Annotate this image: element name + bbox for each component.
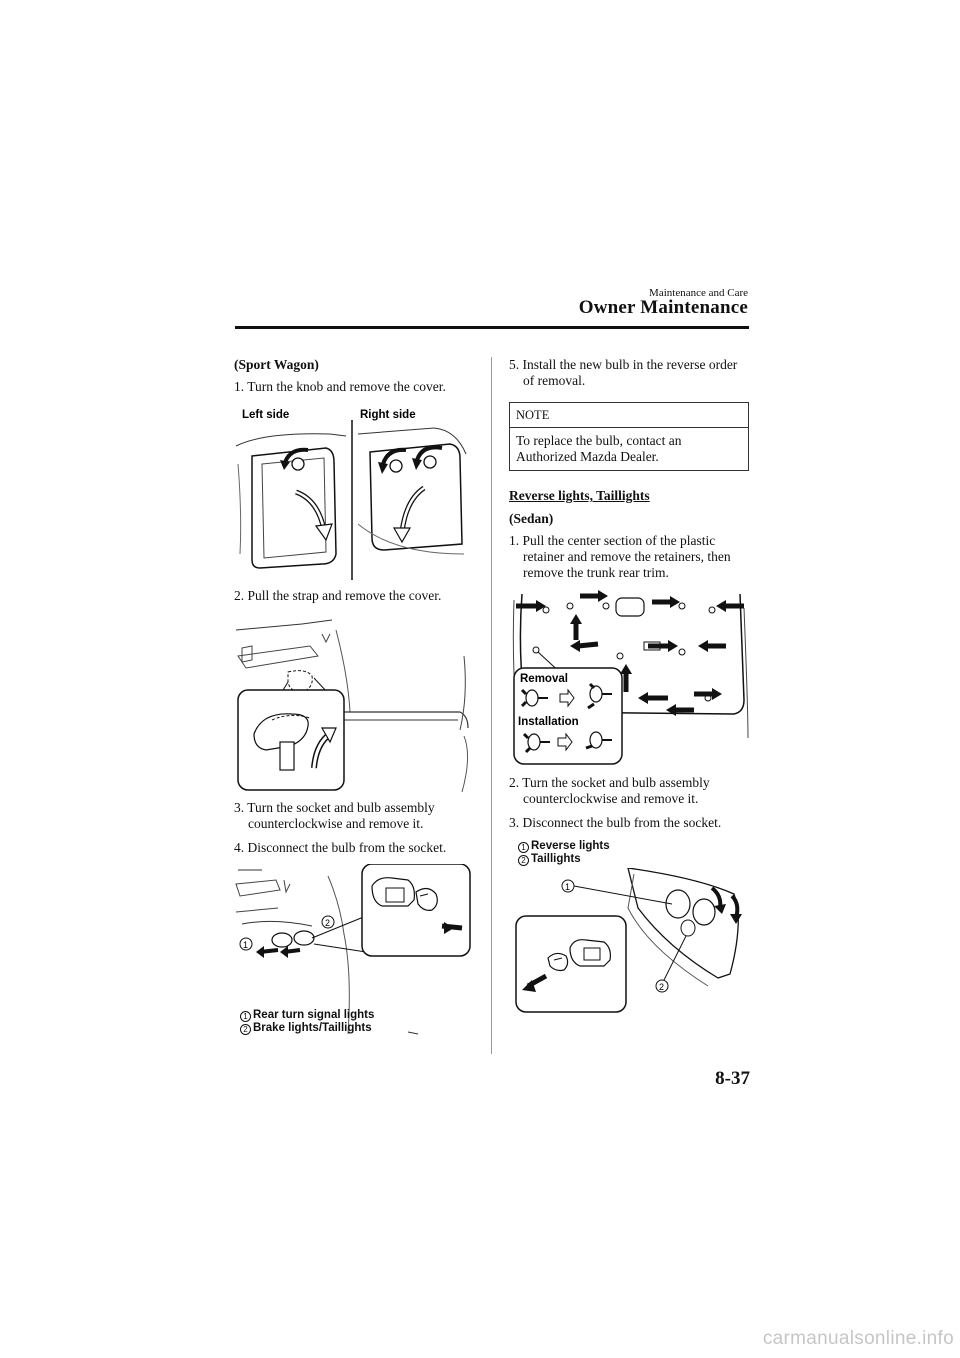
left-step-3: 3. Turn the socket and bulb assembly counterclockwise and remove it. <box>234 800 435 831</box>
fig3-legend-item-2 <box>240 1022 374 1035</box>
left-step-1: 1. Turn the knob and remove the cover. <box>234 379 446 394</box>
figure-knob-cover <box>234 404 480 582</box>
fig3-callout-1: 1 <box>243 940 249 950</box>
fig3-callout-2: 2 <box>325 918 331 928</box>
fig3-legend-text-2: Brake lights/Taillights <box>253 1022 372 1034</box>
note-title: NOTE <box>510 403 748 428</box>
fig1-left-label: Left side <box>242 409 290 421</box>
watermark: carmanualsonline.info <box>762 1328 954 1349</box>
fig1-right-label: Right side <box>360 409 416 421</box>
fig5-legend <box>518 840 610 866</box>
fig5-legend-text-2: Taillights <box>531 853 581 865</box>
fig4-installation-label: Installation <box>518 716 579 728</box>
note-box <box>509 402 749 471</box>
column-divider <box>491 357 492 1054</box>
fig5-legend-text-1: Reverse lights <box>531 840 610 852</box>
fig3-legend <box>240 1009 374 1035</box>
fig5-callout-1: 1 <box>565 882 571 892</box>
fig3-legend-item-1 <box>240 1009 374 1022</box>
sport-wagon-heading: (Sport Wagon) <box>234 357 319 372</box>
note-text: To replace the bulb, contact an Authorized Mazda Dealer. <box>516 433 682 464</box>
left-step-2: 2. Pull the strap and remove the cover. <box>234 588 442 603</box>
fig5-legend-item-2 <box>518 853 610 866</box>
page-title: Owner Maintenance <box>578 297 748 318</box>
fig4-removal-label: Removal <box>520 673 568 685</box>
right-step-1: 1. Pull the center section of the plastic retainer and remove the retainers, then remove the trunk rear trim. <box>509 533 731 580</box>
right-step-5: 5. Install the new bulb in the reverse order of removal. <box>509 357 738 388</box>
figure-trunk-trim <box>508 588 752 768</box>
fig5-legend-item-1 <box>518 840 610 853</box>
fig5-legend-num-2: 2 <box>518 855 529 866</box>
header-rule <box>235 326 749 329</box>
right-step-3: 3. Disconnect the bulb from the socket. <box>509 815 722 830</box>
fig3-legend-num-1: 1 <box>240 1011 251 1022</box>
fig5-callout-2: 2 <box>659 982 665 992</box>
fig5-legend-num-1: 1 <box>518 842 529 853</box>
figure-pull-strap <box>232 616 480 794</box>
figure-disconnect-bulb-sedan <box>508 868 752 1018</box>
left-step-4: 4. Disconnect the bulb from the socket. <box>234 840 447 855</box>
fig3-legend-num-2: 2 <box>240 1024 251 1035</box>
section-subheading: Reverse lights, Taillights <box>509 488 650 503</box>
sedan-heading: (Sedan) <box>509 511 554 526</box>
section-label: Maintenance and Care <box>649 287 748 299</box>
fig3-legend-text-1: Rear turn signal lights <box>253 1009 375 1021</box>
page-number: 8-37 <box>715 1068 750 1089</box>
right-step-2: 2. Turn the socket and bulb assembly counterclockwise and remove it. <box>509 775 710 806</box>
